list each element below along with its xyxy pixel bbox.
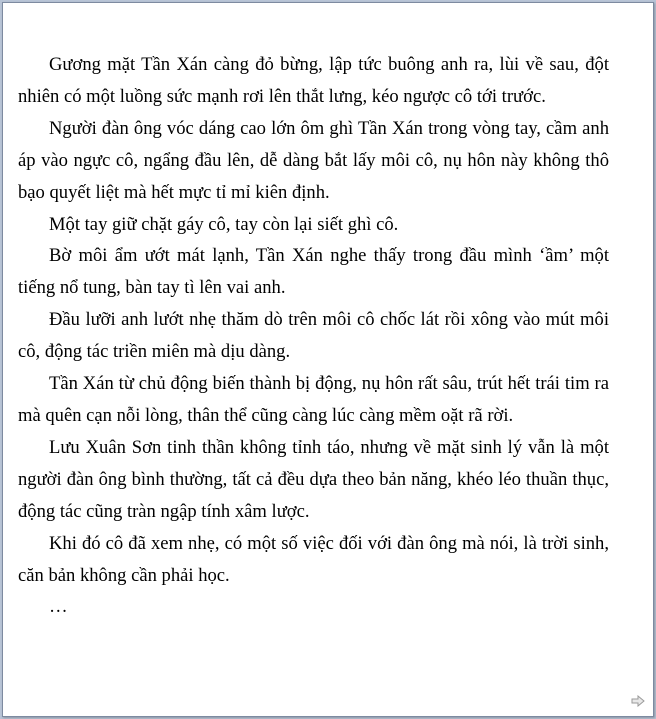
paragraph: Tần Xán từ chủ động biến thành bị động, nụ hôn rất sâu, trút hết trái tim ra mà quên cạn nỗi lòng, thân thể cũng càng lúc càng mềm oặt rã rời. bbox=[18, 373, 609, 426]
text-body bbox=[18, 49, 609, 623]
document-page bbox=[2, 2, 654, 717]
arrow-right-icon[interactable] bbox=[631, 695, 645, 707]
paragraph: Bờ môi ẩm ướt mát lạnh, Tần Xán nghe thấy trong đầu mình ‘ầm’ một tiếng nổ tung, bàn tay tì lên vai anh. bbox=[18, 245, 609, 299]
paragraph: Lưu Xuân Sơn tinh thần không tỉnh táo, nhưng về mặt sinh lý vẫn là một người đàn ông bình thường, tất cả đều dựa theo bản năng, khéo léo thuần thục, động tác cũng tràn ngập tính xâm lược. bbox=[18, 436, 609, 522]
paragraph: Người đàn ông vóc dáng cao lớn ôm ghì Tần Xán trong vòng tay, cầm anh áp vào ngực cô, ngẩng đầu lên, dễ dàng bắt lấy môi cô, nụ hôn này không thô bạo quyết liệt mà hết mực tỉ mỉ kiên định. bbox=[18, 117, 609, 203]
ellipsis: … bbox=[49, 596, 68, 618]
paragraph: Gương mặt Tần Xán càng đỏ bừng, lập tức buông anh ra, lùi về sau, đột nhiên có một luồng sức mạnh rơi lên thắt lưng, kéo ngược cô tới trước. bbox=[18, 54, 609, 107]
paragraph: Một tay giữ chặt gáy cô, tay còn lại siết ghì cô. bbox=[49, 213, 399, 235]
paragraph: Khi đó cô đã xem nhẹ, có một số việc đối với đàn ông mà nói, là trời sinh, căn bản không cần phải học. bbox=[18, 532, 609, 586]
paragraph: Đầu lưỡi anh lướt nhẹ thăm dò trên môi cô chốc lát rồi xông vào mút môi cô, động tác triền miên mà dịu dàng. bbox=[18, 309, 609, 363]
